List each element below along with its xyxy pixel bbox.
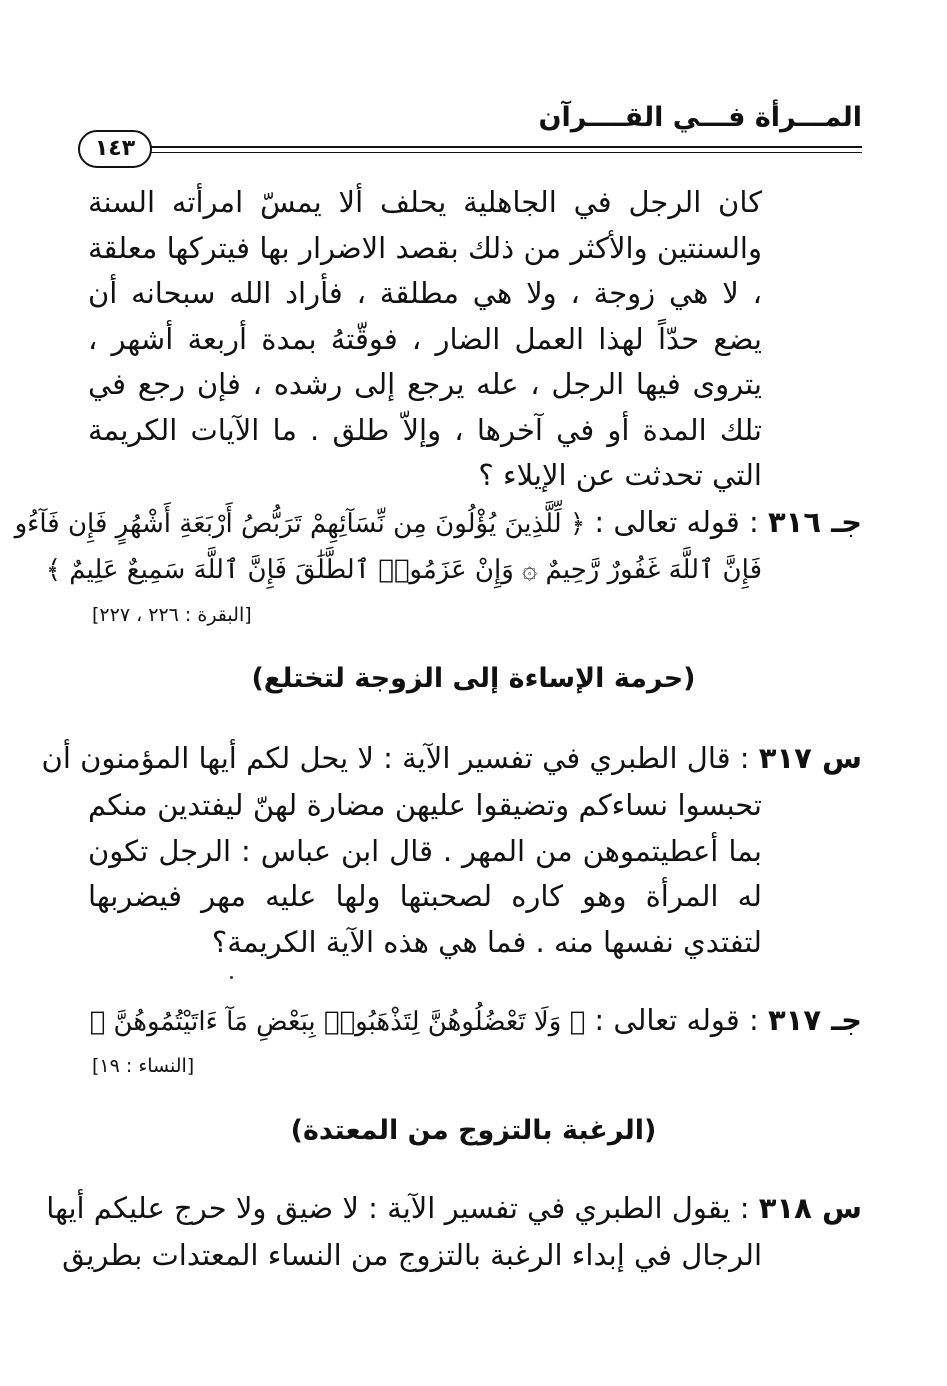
- header-rule-thin: [150, 152, 862, 153]
- print-speck: [230, 976, 233, 979]
- running-title: المـــرأة فـــي القــــرآن: [538, 102, 862, 133]
- intro-paragraph: كان الرجل في الجاهلية يحلف ألا يمسّ امرأته السنة والسنتين والأكثر من ذلك بقصد الاضرار بها فيتركها معلقة ، لا هي زوجة ، ولا هي مطلقة ، فأراد الله سبحانه أن يضع حدّاً لهذا العمل الضار ، فوقّتهُ بمدة أربعة أشهر ، يتروى فيها الرجل ، عله يرجع إلى رشده ، فإن رجع في تلك المدة أو في آخرها ، وإلاّ طلق . ما الآيات الكريمة التي تحدثت عن الإيلاء ؟: [88, 185, 762, 492]
- question-317-header: [42, 736, 862, 782]
- answer-317-reference: [النساء : ١٩]: [92, 1055, 195, 1077]
- question-317-body: تحبسوا نساءكم وتضيقوا عليهن مضارة لهنّ ليفتدين منكم بما أعطيتموهن من المهر . قال ابن عباس : الرجل تكون له المرأة وهو كاره لصحبتها ولها عليه مهر فيضربها لتفتدي نفسها منه . فما هي هذه الآية الكريمة؟: [88, 788, 762, 959]
- answer-316-verse-line1: ﴿ لِّلَّذِينَ يُؤْلُونَ مِن نِّسَآئِهِمْ تَرَبُّصُ أَرْبَعَةِ أَشْهُرٍ فَإِن فَآءُو: [14, 509, 586, 539]
- answer-316-reference: [البقرة : ٢٢٦ ، ٢٢٧]: [92, 604, 252, 626]
- question-318-first-line: : يقول الطبري في تفسير الآية : لا ضيق ولا حرج عليكم أيها: [46, 1191, 750, 1225]
- answer-317-header: [90, 998, 862, 1046]
- answer-316-label: جـ ٣١٦: [767, 505, 862, 539]
- question-318-label: س ٣١٨: [758, 1191, 862, 1225]
- header-rule: [150, 146, 862, 148]
- answer-317-intro: : قوله تعالى :: [594, 1003, 759, 1037]
- answer-316-intro: : قوله تعالى :: [594, 505, 759, 539]
- question-318-header: [46, 1186, 862, 1232]
- section-title-1: (حرمة الإساءة إلى الزوجة لتختلع): [251, 663, 696, 694]
- section-title-2: (الرغبة بالتزوج من المعتدة): [290, 1115, 657, 1146]
- answer-316-verse-line2: فَإِنَّ ٱللَّهَ غَفُورٌ رَّحِيمٌ ۞ وَإِنْ عَزَمُوا۟ ٱلطَّلَٰقَ فَإِنَّ ٱللَّهَ سَمِيعٌ عَلِيمٌ ﴾: [45, 555, 762, 585]
- question-317-first-line: : قال الطبري في تفسير الآية : لا يحل لكم أيها المؤمنون أن: [41, 741, 750, 775]
- question-318-body: الرجال في إبداء الرغبة بالتزوج من النساء المعتدات بطريق: [62, 1238, 762, 1272]
- answer-317-label: جـ ٣١٧: [767, 1003, 862, 1037]
- answer-316-header: [15, 500, 862, 548]
- question-317-label: س ٣١٧: [758, 741, 862, 775]
- answer-317-verse: ﴿ وَلَا تَعْضُلُوهُنَّ لِتَذْهَبُوا۟ بِبَعْضِ مَآ ءَاتَيْتُمُوهُنَّ ﴾: [89, 1007, 586, 1037]
- page-number: ١٤٣: [78, 130, 152, 168]
